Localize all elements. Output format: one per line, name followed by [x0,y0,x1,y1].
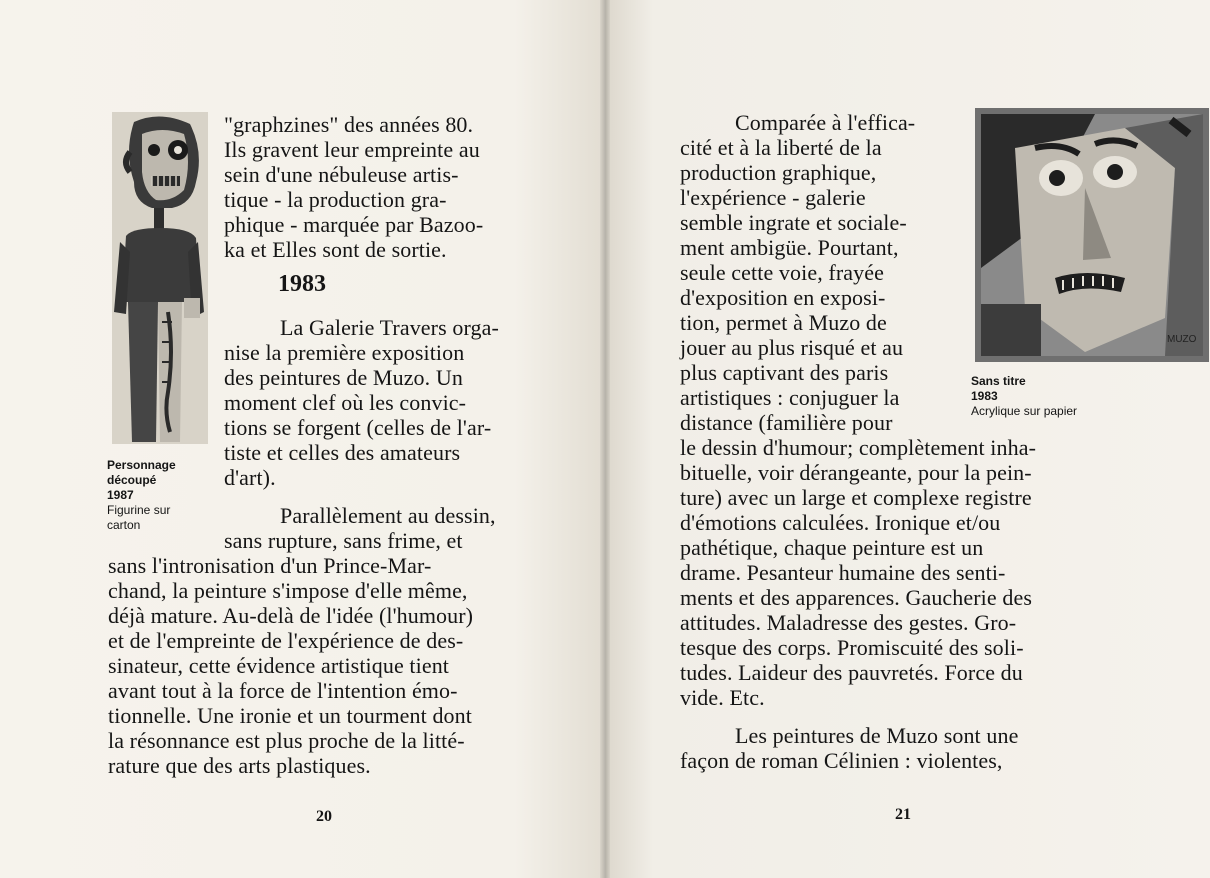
right-page [605,0,1210,878]
caption-year: 1983 [971,389,998,403]
book-spine [600,0,610,878]
text-line: Parallèlement au dessin, [280,503,496,528]
painting-photo [975,108,1209,362]
text-line: sans rupture, sans frime, et [224,528,463,553]
caption-medium-line2: carton [107,518,141,532]
text-line: d'émotions calculées. Ironique et/ou [680,510,1001,535]
text-line: tions se forgent (celles de l'ar- [224,415,492,440]
text-line: façon de roman Célinien : violentes, [680,748,1003,773]
text-line: La Galerie Travers orga- [280,315,499,340]
text-line: chand, la peinture s'impose d'elle même, [108,578,468,603]
page-number-left: 20 [316,808,332,825]
text-line: ka et Elles sont de sortie. [224,237,447,262]
text-line: seule cette voie, frayée [680,260,884,285]
text-line: semble ingrate et sociale- [680,210,907,235]
text-line: tionnelle. Une ironie et un tourment dont [108,703,472,728]
text-line: tudes. Laideur des pauvretés. Force du [680,660,1023,685]
text-line: pathétique, chaque peinture est un [680,535,984,560]
text-line: tiste et celles des amateurs [224,440,461,465]
caption-title-line1: Personnage [107,458,176,472]
text-line: la résonnance est plus proche de la litté- [108,728,465,753]
text-line: phique - marquée par Bazoo- [224,212,484,237]
text-line: tion, permet à Muzo de [680,310,887,335]
caption-medium: Acrylique sur papier [971,404,1078,418]
figure-caption-right [971,374,1077,419]
text-line: bituelle, voir dérangeante, pour la pein- [680,460,1032,485]
text-line: et de l'empreinte de l'expérience de des- [108,628,464,653]
text-line: vide. Etc. [680,685,765,710]
caption-title: Sans titre [971,374,1026,388]
text-line: rature que des arts plastiques. [108,753,371,778]
text-line: sans l'intronisation d'un Prince-Mar- [108,553,432,578]
caption-title-line2: découpé [107,473,157,487]
section-heading-1983: 1983 [278,271,326,297]
painting-signature: MUZO [1167,334,1197,345]
text-line: sinateur, cette évidence artistique tient [108,653,450,678]
caption-year: 1987 [107,488,134,502]
page-number-right: 21 [895,806,911,823]
text-line: ture) avec un large et complexe registre [680,485,1032,510]
text-line: plus captivant des paris [680,360,889,385]
text-line: nise la première exposition [224,340,465,365]
text-line: le dessin d'humour; complètement inha- [680,435,1037,460]
text-line: sein d'une nébuleuse artis- [224,162,459,187]
figurine-illustration [112,112,208,444]
figure-caption-left [107,458,176,533]
text-line: moment clef où les convic- [224,390,467,415]
text-line: jouer au plus risqué et au [680,335,904,360]
text-line: déjà mature. Au-delà de l'idée (l'humour) [108,603,474,628]
text-line: attitudes. Maladresse des gestes. Gro- [680,610,1017,635]
text-line: des peintures de Muzo. Un [224,365,463,390]
text-line: tesque des corps. Promiscuité des soli- [680,635,1024,660]
painting-illustration [975,108,1209,362]
text-line: ments et des apparences. Gaucherie des [680,585,1032,610]
text-line: ment ambigüe. Pourtant, [680,235,899,260]
text-line: Comparée à l'effica- [735,110,916,135]
text-line: Les peintures de Muzo sont une [735,723,1019,748]
text-line: d'exposition en exposi- [680,285,886,310]
text-line: d'art). [224,465,276,490]
text-line: distance (familière pour [680,410,893,435]
text-line: drame. Pesanteur humaine des senti- [680,560,1006,585]
text-line: l'expérience - galerie [680,185,866,210]
text-line: tique - la production gra- [224,187,447,212]
text-line: production graphique, [680,160,877,185]
text-line: "graphzines" des années 80. [224,112,474,137]
text-line: cité et à la liberté de la [680,135,882,160]
figurine-photo [112,112,208,444]
caption-medium-line1: Figurine sur [107,503,171,517]
text-line: avant tout à la force de l'intention émo- [108,678,458,703]
text-line: artistiques : conjuguer la [680,385,900,410]
text-line: Ils gravent leur empreinte au [224,137,480,162]
